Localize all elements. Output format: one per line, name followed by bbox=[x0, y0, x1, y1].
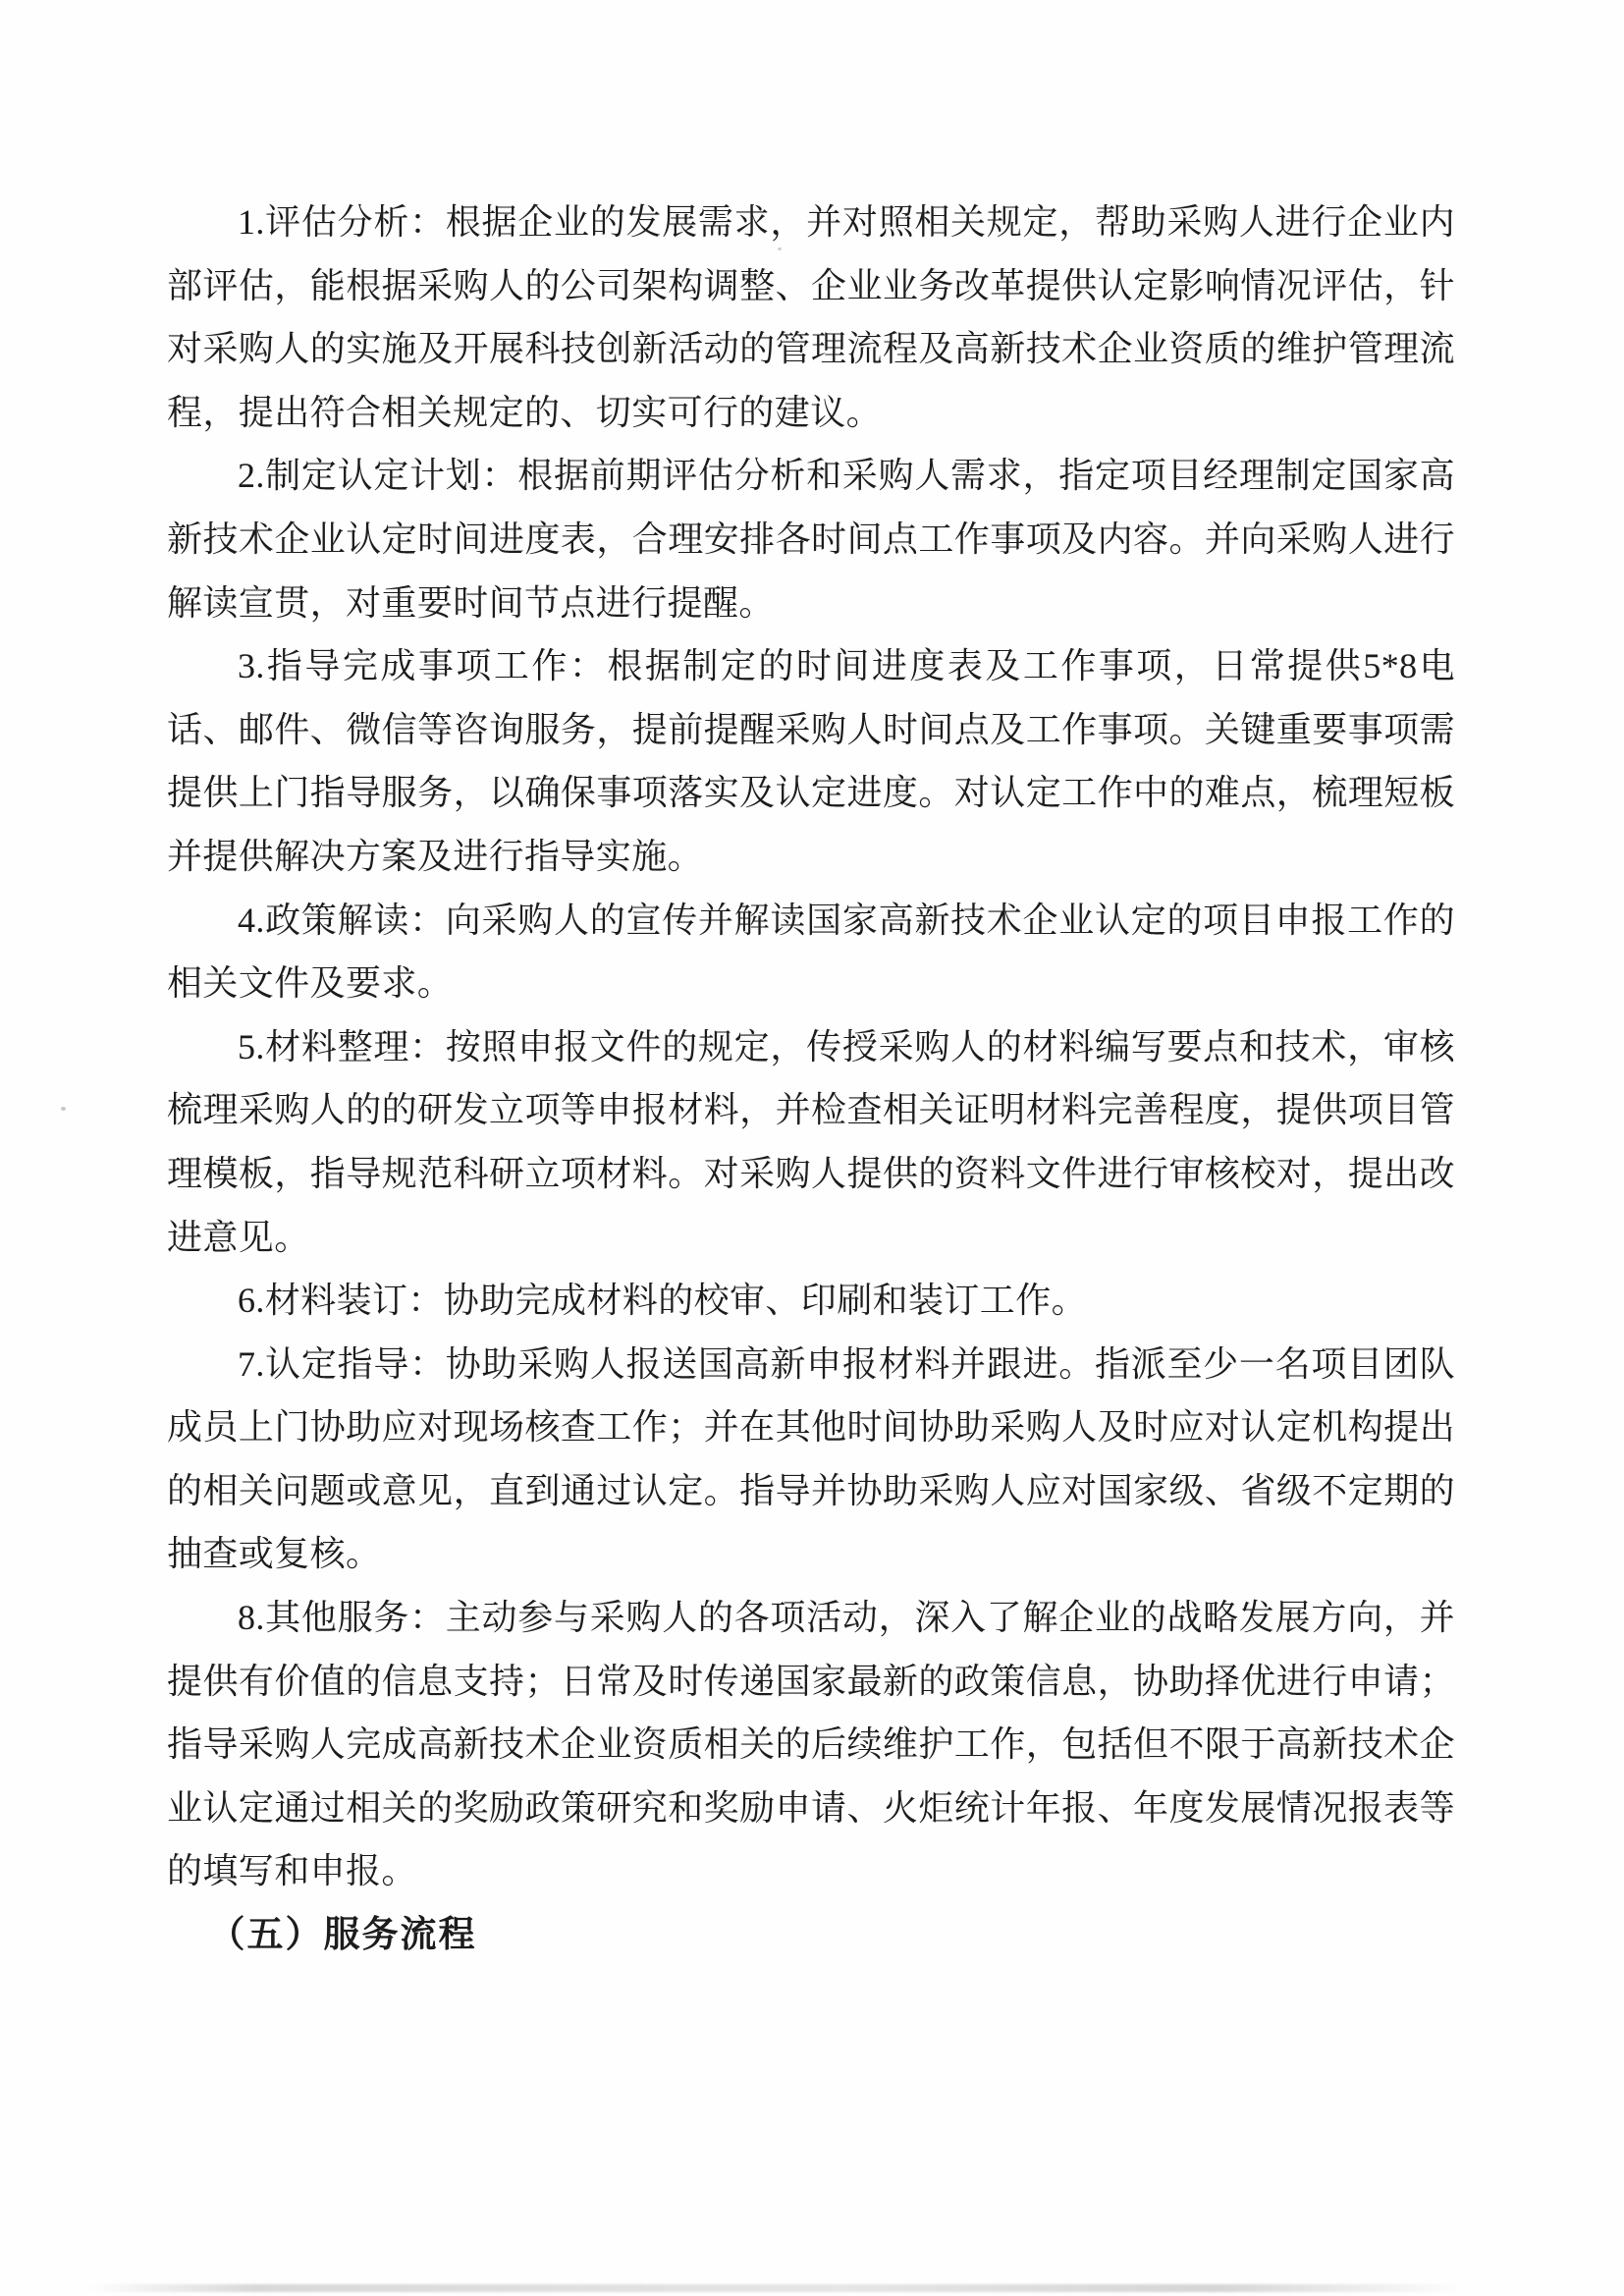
section-heading-service-process: （五）服务流程 bbox=[208, 1914, 477, 1955]
service-item-2: 2.制定认定计划：根据前期评估分析和采购人需求，指定项目经理制定国家高新技术企业认定时间进度表，合理安排各时间点工作事项及内容。并向采购人进行解读宣贯，对重要时间节点进行提醒。 bbox=[167, 456, 1455, 623]
service-item-6: 6.材料装订：协助完成材料的校审、印刷和装订工作。 bbox=[238, 1281, 1088, 1321]
text-column bbox=[167, 191, 1455, 1967]
service-item-1: 1.评估分析：根据企业的发展需求，并对照相关规定，帮助采购人进行企业内部评估，能根据采购人的公司架构调整、企业业务改革提供认定影响情况评估，针对采购人的实施及开展科技创新活动的管理流程及高新技术企业资质的维护管理流程，提出符合相关规定的、切实可行的建议。 bbox=[167, 202, 1455, 432]
scan-artifact bbox=[778, 247, 782, 250]
scan-artifact-bottom-streak bbox=[88, 2284, 1463, 2292]
service-item-7: 7.认定指导：协助采购人报送国高新申报材料并跟进。指派至少一名项目团队成员上门协助应对现场核查工作；并在其他时间协助采购人及时应对认定机构提出的相关问题或意见，直到通过认定。指导并协助采购人应对国家级、省级不定期的抽查或复核。 bbox=[167, 1343, 1455, 1574]
service-item-8: 8.其他服务：主动参与采购人的各项活动，深入了解企业的战略发展方向，并提供有价值的信息支持；日常及时传递国家最新的政策信息，协助择优进行申请；指导采购人完成高新技术企业资质相关的后续维护工作，包括但不限于高新技术企业认定通过相关的奖励政策研究和奖励申请、火炬统计年报、年度发展情况报表等的填写和申报。 bbox=[167, 1598, 1455, 1891]
scan-artifact bbox=[1435, 468, 1439, 472]
scan-artifact bbox=[61, 1107, 66, 1111]
service-item-3: 3.指导完成事项工作：根据制定的时间进度表及工作事项，日常提供5*8电话、邮件、微信等咨询服务，提前提醒采购人时间点及工作事项。关键重要事项需提供上门指导服务，以确保事项落实及认定进度。对认定工作中的难点，梳理短板并提供解决方案及进行指导实施。 bbox=[167, 646, 1455, 876]
service-item-5: 5.材料整理：按照申报文件的规定，传授采购人的材料编写要点和技术，审核梳理采购人的的研发立项等申报材料，并检查相关证明材料完善程度，提供项目管理模板，指导规范科研立项材料。对采购人提供的资料文件进行审核校对，提出改进意见。 bbox=[167, 1026, 1455, 1257]
service-item-4: 4.政策解读：向采购人的宣传并解读国家高新技术企业认定的项目申报工作的相关文件及要求。 bbox=[167, 900, 1455, 1004]
